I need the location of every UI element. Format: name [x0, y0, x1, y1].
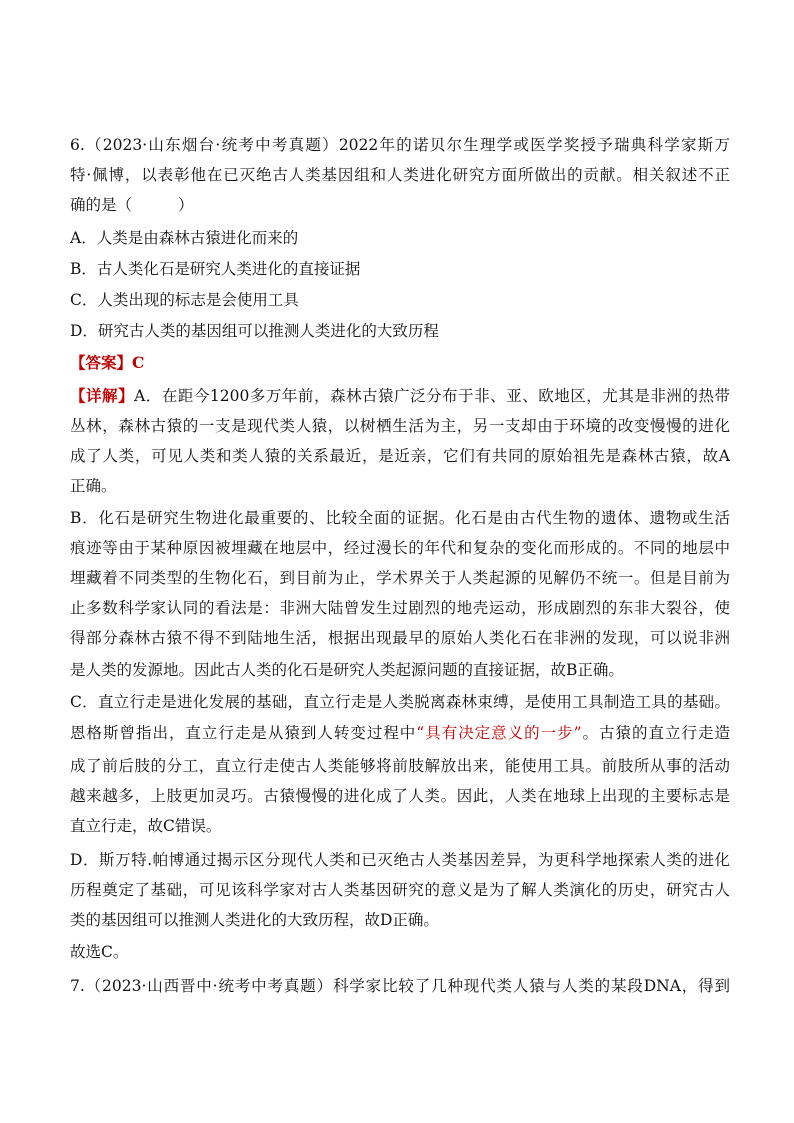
q6-stem-line-2: 特·佩博，以表彰他在已灭绝古人类基因组和人类进化研究方面所做出的贡献。相关叙述不正 [70, 166, 730, 184]
detail-c-line-2 [70, 723, 730, 743]
detail-label: 【详解】 [70, 386, 135, 405]
q7-stem-line-1: 7.（2023·山西晋中·统考中考真题）科学家比较了几种现代类人猿与人类的某段DNA，得到 [70, 977, 730, 995]
option-c: C．人类出现的标志是会使用工具 [70, 291, 299, 309]
answer-label: 【答案】 [70, 353, 133, 372]
detail-c-line-5: 直立行走，故C错误。 [70, 817, 222, 835]
detail-b-line-1: B．化石是研究生物进化最重要的、比较全面的证据。化石是由古代生物的遗体、遗物或生活 [70, 509, 730, 527]
detail-c-line-1: C．直立行走是进化发展的基础，直立行走是人类脱离森林束缚，是使用工具制造工具的基础。 [70, 693, 730, 711]
detail-a-line-1 [70, 386, 730, 406]
detail-a-line-4: 正确。 [70, 477, 117, 495]
detail-d-line-3: 类的基因组可以推测人类进化的大致历程，故D正确。 [70, 911, 439, 929]
q6-stem-close: ） [178, 196, 194, 214]
detail-c-line-3: 成了前后肢的分工，直立行走使古人类能够将前肢解放出来，能使用工具。前肢所从事的活动 [70, 757, 730, 775]
detail-d-line-2: 历程奠定了基础，可见该科学家对古人类基因研究的意义是为了解人类演化的历史，研究古人 [70, 881, 730, 899]
detail-c-text-b: 。古猿的直立行走造 [581, 724, 730, 742]
detail-a-text: A．在距今1200多万年前，森林古猿广泛分布于非、亚、欧地区，尤其是非洲的热带 [134, 387, 730, 405]
detail-c-line-4: 越来越多，上肢更加灵巧。古猿慢慢的进化成了人类。因此，人类在地球上出现的主要标志是 [70, 787, 730, 805]
detail-b-line-4: 止多数科学家认同的看法是：非洲大陆曾发生过剧烈的地壳运动，形成剧烈的东非大裂谷，使 [70, 599, 730, 617]
q6-stem-line-3 [70, 195, 730, 215]
answer-line [70, 353, 730, 373]
detail-b-line-3: 埋藏着不同类型的生物化石，到目前为止，学术界关于人类起源的见解仍不统一。但是目前为 [70, 569, 730, 587]
detail-a-line-2: 丛林，森林古猿的一支是现代类人猿，以树栖生活为主，另一支却由于环境的改变慢慢的进化 [70, 417, 730, 435]
engels-quote: “具有决定意义的一步” [416, 724, 582, 742]
answer-value: C [132, 353, 145, 372]
conclusion: 故选C。 [70, 943, 129, 961]
detail-b-line-6: 是人类的发源地。因此古人类的化石是研究人类起源问题的直接证据，故B正确。 [70, 661, 624, 679]
detail-a-line-3: 成了人类，可见人类和类人猿的关系最近，是近亲，它们有共同的原始祖先是森林古猿，故A [70, 447, 730, 465]
detail-b-line-2: 痕迹等由于某种原因被埋藏在地层中，经过漫长的年代和复杂的变化而形成的。不同的地层中 [70, 539, 730, 557]
option-d: D．研究古人类的基因组可以推测人类进化的大致历程 [70, 322, 439, 340]
q6-stem-line-1: 6.（2023·山东烟台·统考中考真题）2022年的诺贝尔生理学或医学奖授予瑞典科学家斯万 [70, 136, 730, 154]
detail-b-line-5: 得部分森林古猿不得不到陆地生活，根据出现最早的原始人类化石在非洲的发现，可以说非洲 [70, 629, 730, 647]
option-a: A．人类是由森林古猿进化而来的 [70, 229, 299, 247]
q6-stem-text: 确的是（ [70, 196, 133, 214]
detail-c-text-a: 恩格斯曾指出，直立行走是从猿到人转变过程中 [70, 724, 417, 742]
option-b: B．古人类化石是研究人类进化的直接证据 [70, 260, 361, 278]
detail-d-line-1: D．斯万特.帕博通过揭示区分现代人类和已灭绝古人类基因差异，为更科学地探索人类的进化 [70, 851, 730, 869]
